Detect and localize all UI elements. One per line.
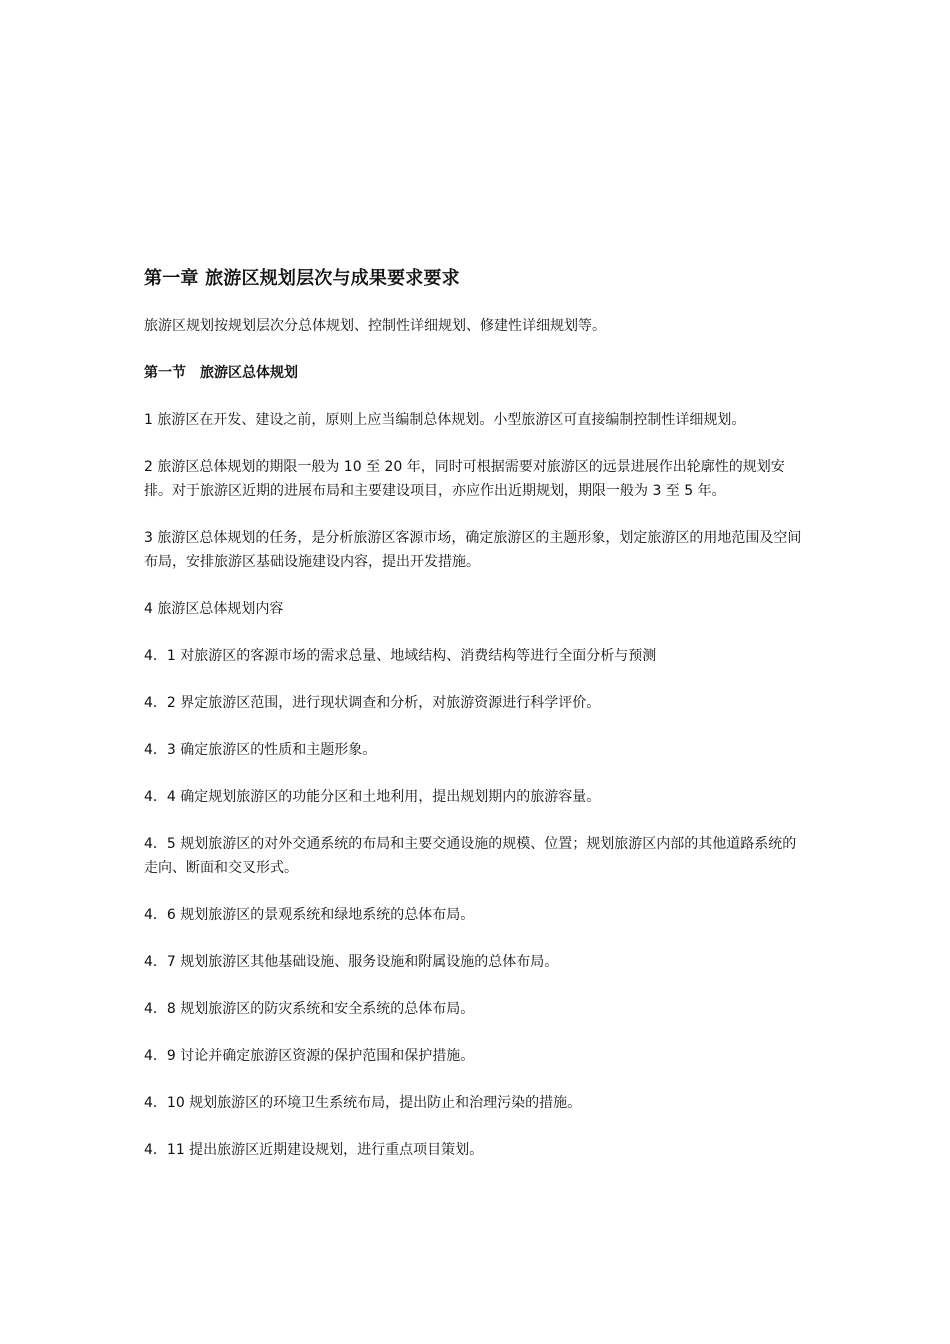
item-4-6: 4．6 规划旅游区的景观系统和绿地系统的总体布局。: [144, 907, 475, 923]
intro-paragraph: 旅游区规划按规划层次分总体规划、控制性详细规划、修建性详细规划等。: [144, 318, 606, 334]
item-4-10: 4．10 规划旅游区的环境卫生系统布局，提出防止和治理污染的措施。: [144, 1095, 582, 1111]
section-title: 第一节 旅游区总体规划: [144, 365, 298, 381]
paragraph-1: 1 旅游区在开发、建设之前，原则上应当编制总体规划。小型旅游区可直接编制控制性详细规划。: [144, 412, 746, 428]
item-4-9: 4．9 讨论并确定旅游区资源的保护范围和保护措施。: [144, 1048, 475, 1064]
item-4-4: 4．4 确定规划旅游区的功能分区和土地利用，提出规划期内的旅游容量。: [144, 789, 601, 805]
paragraph-3: 3 旅游区总体规划的任务，是分析旅游区客源市场，确定旅游区的主题形象，划定旅游区的用地范围及空间布局，安排旅游区基础设施建设内容，提出开发措施。: [144, 530, 802, 570]
document-body: [144, 266, 809, 1185]
item-4-1: 4．1 对旅游区的客源市场的需求总量、地域结构、消费结构等进行全面分析与预测: [144, 648, 657, 664]
item-4-11: 4．11 提出旅游区近期建设规划，进行重点项目策划。: [144, 1142, 484, 1158]
item-4-3: 4．3 确定旅游区的性质和主题形象。: [144, 742, 377, 758]
item-4-7: 4．7 规划旅游区其他基础设施、服务设施和附属设施的总体布局。: [144, 954, 559, 970]
paragraph-4: 4 旅游区总体规划内容: [144, 601, 284, 617]
item-4-2: 4．2 界定旅游区范围，进行现状调查和分析，对旅游资源进行科学评价。: [144, 695, 601, 711]
item-4-8: 4．8 规划旅游区的防灾系统和安全系统的总体布局。: [144, 1001, 475, 1017]
item-4-5: 4．5 规划旅游区的对外交通系统的布局和主要交通设施的规模、位置；规划旅游区内部的其他道路系统的走向、断面和交叉形式。: [144, 836, 797, 876]
paragraph-2: 2 旅游区总体规划的期限一般为 10 至 20 年，同时可根据需要对旅游区的远景进展作出轮廓性的规划安排。对于旅游区近期的进展布局和主要建设项目，亦应作出近期规划，期限一般为 3 至 5 年。: [144, 459, 785, 499]
chapter-title: 第一章 旅游区规划层次与成果要求要求: [144, 268, 460, 289]
